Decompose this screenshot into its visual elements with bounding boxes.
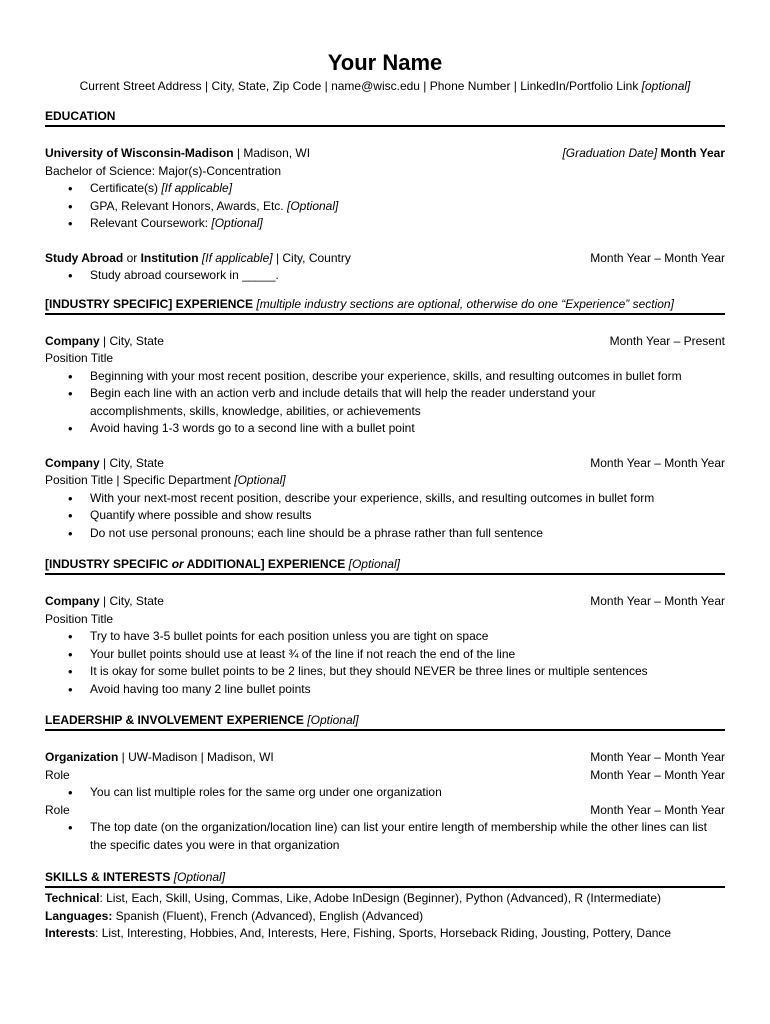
organization-row: Organization | UW-Madison | Madison, WI Month Year – Month Year	[45, 749, 725, 767]
resume-page	[45, 50, 725, 943]
contact-details: Current Street Address | City, State, Zip Code | name@wisc.edu | Phone Number | LinkedIn/Portfolio Link	[79, 79, 639, 93]
study-abroad-bullets	[45, 267, 725, 285]
organization-date: Month Year – Month Year	[590, 750, 725, 764]
school-name: University of Wisconsin-Madison	[45, 146, 234, 160]
school-location: | Madison, WI	[233, 146, 311, 160]
company-name: Company	[45, 455, 100, 470]
job-entry	[45, 455, 725, 543]
contact-optional-note: [optional]	[641, 79, 691, 93]
list-item: • With your next-most recent position, describe your experience, skills, and resulting outcomes in bullet form	[90, 490, 725, 508]
resume-name: Your Name	[327, 50, 443, 75]
list-item: • Study abroad coursework in _____.	[90, 267, 725, 285]
degree: Bachelor of Science: Major(s)-Concentration	[45, 163, 282, 178]
job-entry	[45, 593, 725, 698]
industry-experience-heading: [INDUSTRY SPECIFIC] EXPERIENCE [multiple industry sections are optional, otherwise do one “Experience” section]	[45, 297, 725, 315]
industry-experience-note: [multiple industry sections are optional, otherwise do one “Experience” section]	[256, 296, 674, 311]
languages: Languages: Spanish (Fluent), French (Advanced), English (Advanced)	[45, 908, 424, 923]
job-row: Company | City, State Month Year – Month Year	[45, 455, 725, 473]
job-bullets	[45, 368, 725, 438]
interests: Interests: List, Interesting, Hobbies, And, Interests, Here, Fishing, Sports, Horseback Riding, Jousting, Pottery, Dance	[45, 926, 672, 940]
list-item: • Begin each line with an action verb and include details that will help the reader understand your accomplishments, skills, knowledge, abilities, or achievements	[90, 385, 725, 420]
study-abroad-label: Study Abroad	[45, 250, 124, 265]
list-item: • The top date (on the organization/location line) can list your entire length of membership while the other lines can list the specific dates you were in that organization	[90, 819, 725, 854]
job-date: Month Year – Present	[609, 333, 725, 348]
list-item: • Beginning with your most recent position, describe your experience, skills, and resulting outcomes in bullet form	[90, 368, 725, 386]
school-row	[45, 145, 725, 163]
list-item: • Do not use personal pronouns; each line should be a phrase rather than full sentence	[90, 525, 725, 543]
list-item: • Avoid having too many 2 line bullet points	[90, 681, 725, 699]
study-abroad-date: Month Year – Month Year	[590, 250, 725, 265]
list-item: • Relevant Coursework: [Optional]	[90, 215, 725, 233]
list-item: • Certificate(s) [If applicable]	[90, 180, 725, 198]
additional-experience-heading: [INDUSTRY SPECIFIC or ADDITIONAL] EXPERIENCE [Optional]	[45, 557, 725, 575]
institution-label: Institution	[140, 250, 199, 265]
role-bullets	[45, 819, 725, 854]
job-row: Company | City, State Month Year – Month Year	[45, 593, 725, 611]
role-title: Role	[45, 802, 70, 817]
job-bullets	[45, 628, 725, 698]
role-row	[45, 767, 725, 785]
study-abroad-location: | City, Country	[272, 250, 351, 265]
job-date: Month Year – Month Year	[590, 594, 725, 608]
education-entry	[45, 145, 725, 233]
role-title: Role	[45, 767, 70, 782]
graduation-date-label: [Graduation Date]	[562, 146, 658, 160]
education-bullets	[45, 180, 725, 233]
job-date: Month Year – Month Year	[590, 455, 725, 470]
list-item: • Avoid having 1-3 words go to a second line with a bullet point	[90, 420, 725, 438]
graduation-date: Month Year	[660, 146, 725, 160]
company-name: Company	[45, 594, 100, 608]
list-item: • Quantify where possible and show results	[90, 507, 725, 525]
organization-entry	[45, 749, 725, 854]
position-title: Position Title	[45, 611, 114, 626]
company-name: Company	[45, 333, 100, 348]
technical-skills: Technical: List, Each, Skill, Using, Commas, Like, Adobe InDesign (Beginner), Python (Advanced), R (Intermediate)	[45, 891, 662, 905]
role-row	[45, 802, 725, 820]
study-abroad-row: Study Abroad or Institution [If applicable] | City, Country Month Year – Month Year	[45, 250, 725, 268]
job-row: Company | City, State Month Year – Present	[45, 333, 725, 351]
list-item: • Your bullet points should use at least ¾ of the line if not reach the end of the line	[90, 646, 725, 664]
role-date: Month Year – Month Year	[590, 767, 725, 782]
study-abroad-entry	[45, 250, 725, 285]
role-bullets	[45, 784, 725, 802]
job-entry	[45, 333, 725, 438]
list-item: • Try to have 3-5 bullet points for each position unless you are tight on space	[90, 628, 725, 646]
leadership-heading: LEADERSHIP & INVOLVEMENT EXPERIENCE [Optional]	[45, 713, 725, 731]
organization-name: Organization	[45, 750, 119, 764]
position-title: Position Title	[45, 351, 114, 365]
list-item: • GPA, Relevant Honors, Awards, Etc. [Optional]	[90, 198, 725, 216]
skills-heading: SKILLS & INTERESTS [Optional]	[45, 870, 725, 888]
job-bullets	[45, 490, 725, 543]
position-title: Position Title | Specific Department [Optional]	[45, 473, 286, 487]
list-item: • It is okay for some bullet points to be 2 lines, but they should NEVER be three lines or multiple sentences	[90, 663, 725, 681]
contact-line	[45, 79, 725, 93]
role-date: Month Year – Month Year	[590, 802, 725, 817]
list-item: • You can list multiple roles for the same org under one organization	[90, 784, 725, 802]
education-heading: EDUCATION	[45, 109, 725, 127]
